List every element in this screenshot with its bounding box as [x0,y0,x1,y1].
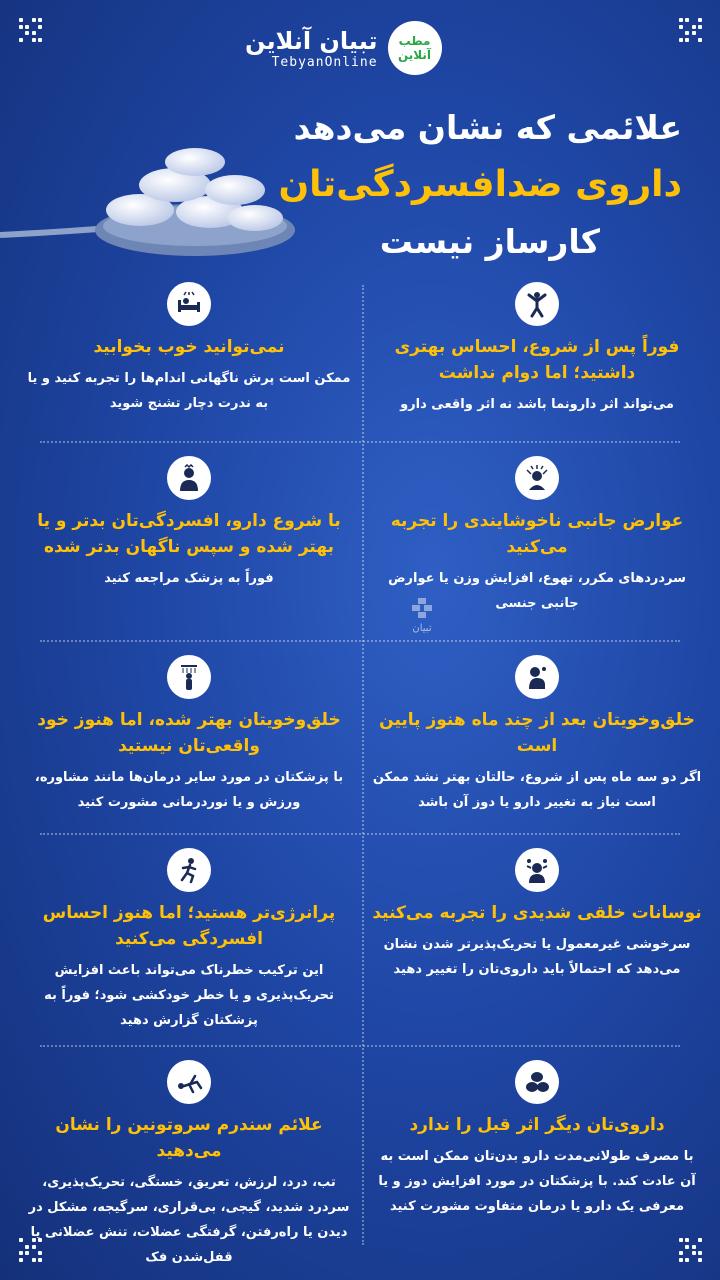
watermark [402,598,442,634]
sad-sitting-person-icon [515,655,559,699]
symptom-heading: نوسانات خلقی شدیدی را تجربه می‌کنید [372,903,702,923]
badge-line-1: مطب [398,34,431,48]
running-person-icon [167,848,211,892]
symptom-card [372,1060,702,1219]
brand-name-fa: تبیان آنلاین [245,26,378,55]
symptom-heading: خلق‌وخویتان بعد از چند ماه هنوز پایین است [379,710,695,756]
symptom-body: تب، درد، لرزش، تعریق، خستگی، تحریک‌پذیری، سردرد شدید، گیجی، بی‌قراری، سرگیجه، مشکل در دیدن یا راه‌رفتن، گرفتگی عضلات، تنش عضلانی یا قفل‌شدن فک [28,1175,350,1265]
symptom-card [24,848,354,1033]
row-divider-4 [40,1045,680,1047]
symptom-heading: علائم سندرم سروتونین را نشان می‌دهید [55,1115,323,1161]
symptom-heading: داروی‌تان دیگر اثر قبل را ندارد [409,1115,665,1135]
symptom-heading: پرانرژی‌تر هستید؛ اما هنوز احساس افسردگی می‌کنید [42,903,336,949]
restless-sleep-icon [167,282,211,326]
title-line-3: کارساز نیست [379,222,600,261]
symptom-heading: فوراً پس از شروع، احساس بهتری داشتید؛ اما دوام نداشت [394,337,680,383]
symptom-body: با پزشکتان در مورد سایر درمان‌ها مانند مشاوره، ورزش و یا نوردرمانی مشورت کنید [34,770,344,810]
symptom-card [24,1060,354,1270]
spoon-with-pills-image [0,140,300,270]
pills-icon [515,1060,559,1104]
watermark-text: تبیان [412,623,432,634]
symptom-body: سردردهای مکرر، تهوع، افزایش وزن یا عوارض جانبی جنسی [388,571,686,611]
row-divider-2 [40,640,680,642]
symptom-body: فوراً به پزشک مراجعه کنید [104,571,274,586]
symptom-body: این ترکیب خطرناک می‌تواند باعث افزایش تحریک‌پذیری و یا خطر خودکشی شود؛ فوراً به پزشکتان گزارش دهید [44,963,334,1028]
symptom-card [372,282,702,417]
symptom-card [24,655,354,815]
symptom-heading: خلق‌وخویتان بهتر شده، اما هنوز خود واقعی‌تان نیستید [37,710,341,756]
person-jumping-icon [515,282,559,326]
corner-ornament-bottom-right [678,1238,702,1262]
symptom-heading: عوارض جانبی ناخوشایندی را تجربه می‌کنید [390,511,684,557]
symptom-card [372,655,702,815]
row-divider-1 [40,441,680,443]
title-line-1: علائمی که نشان می‌دهد [293,108,682,147]
headache-icon [515,456,559,500]
mood-swing-icon [515,848,559,892]
person-under-light-icon [167,655,211,699]
brand-header [245,20,480,76]
brand-logo-text [245,27,378,70]
distressed-person-icon [167,456,211,500]
column-divider [362,285,364,1245]
brand-name-en: TebyanOnline [271,54,378,70]
symptom-card [372,456,702,616]
symptom-body: سرخوشی غیرمعمول یا تحریک‌پذیرتر شدن نشان می‌دهد که احتمالاً باید داروی‌تان را تغییر دهید [383,937,691,977]
watermark-logo-icon [409,598,435,620]
symptom-body: می‌تواند اثر دارونما باشد نه اثر واقعی دارو [400,397,674,412]
corner-ornament-top-right [678,18,702,42]
badge-line-2: آنلاین [398,48,432,62]
symptom-card [372,848,702,982]
symptom-body: اگر دو سه ماه پس از شروع، حالتان بهتر نشد ممکن است نیاز به تغییر دارو یا دوز آن باشد [372,770,702,810]
collapsed-person-icon [167,1060,211,1104]
symptom-body: ممکن است پرش ناگهانی اندام‌ها را تجربه کنید و یا به ندرت دچار تشنج شوید [27,371,351,411]
title-line-2: داروی ضدافسردگی‌تان [278,164,682,205]
symptom-card [24,456,354,591]
row-divider-3 [40,833,680,835]
symptom-body: با مصرف طولانی‌مدت دارو بدن‌تان ممکن است به آن عادت کند. با پزشکتان در مورد افزایش دوز و یا معرفی یک دارو یا درمان متفاوت مشورت کنید [378,1149,696,1214]
symptom-heading: نمی‌توانید خوب بخوابید [93,337,285,357]
symptom-card [24,282,354,416]
symptom-heading: با شروع دارو، افسردگی‌تان بدتر و یا بهتر شده و سپس ناگهان بدتر شده [37,511,341,557]
clinic-badge [388,21,442,75]
corner-ornament-top-left [18,18,42,42]
